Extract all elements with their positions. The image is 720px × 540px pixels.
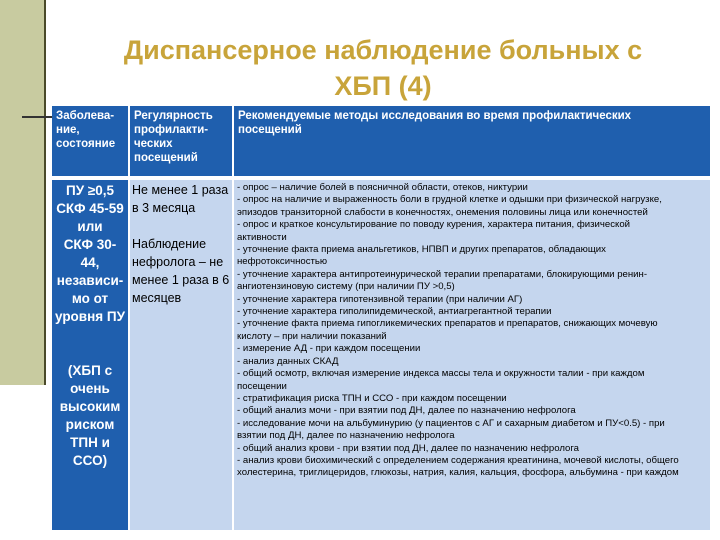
slide-title-line-1: Диспансерное наблюдение больных с <box>123 35 643 65</box>
methods-line: - измерение АД - при каждом посещении <box>237 343 421 355</box>
header-condition: Заболева- ние, состояние <box>52 106 130 176</box>
methods-line: - исследование мочи на альбуминурию (у пациентов с АГ и сахарным диабетом и ПУ<0.5) - при <box>237 417 665 429</box>
methods-line: ангиотензиновую систему (при наличии ПУ >0,5) <box>237 281 455 293</box>
methods-line: - уточнение характера антипротеинурической терапии препаратами, блокирующими ренин- <box>237 268 648 280</box>
methods-line: кислоту – при наличии показаний <box>237 330 387 342</box>
methods-line: - уточнение факта приема анальгетиков, НПВП и других препаратов, обладающих <box>237 244 606 256</box>
header-frequency: Регулярность профилакти- ческих посещений <box>130 106 234 176</box>
methods-line: - опрос – наличие болей в поясничной области, отеков, никтурии <box>237 182 528 193</box>
slide-title <box>46 32 720 104</box>
methods-line: нефротоксичностью <box>237 256 328 268</box>
methods-line: - анализ крови биохимический с определением содержания креатинина, мочевой кислоты, общего <box>237 454 679 466</box>
left-decor-band <box>0 0 45 385</box>
header-methods: Рекомендуемые методы исследования во время профилактических посещений <box>234 106 710 176</box>
methods-line: активности <box>237 231 287 243</box>
methods-line: - общий осмотр, включая измерение индекса массы тела и окружности талии - при каждом <box>237 368 645 380</box>
methods-line: холестерина, триглицеридов, глюкозы, натрия, калия, кальция, фосфора, альбумина - при каждом <box>237 467 679 479</box>
frequency-cell: Не менее 1 раза в 3 месяца Наблюдение нефролога – не менее 1 раза в 6 месяцев <box>130 180 232 530</box>
decor-dash <box>22 116 52 118</box>
methods-line: - опрос и краткое консультирование по поводу курения, характера питания, физической <box>237 219 631 231</box>
methods-cell <box>234 180 710 530</box>
methods-line: - уточнение факта приема гипогликемических препаратов и препаратов, снижающих мочевую <box>237 318 658 330</box>
methods-line: - уточнение характера гиполипидемической, антиагрегантной терапии <box>237 306 552 318</box>
methods-line: - уточнение характера гипотензивной терапии (при наличии АГ) <box>237 293 523 305</box>
methods-line: эпизодов транзиторной слабости в конечностях, онемения половины лица или конечностей <box>237 206 648 218</box>
methods-line: - общий анализ крови - при взятии под ДН, далее по назначению нефролога <box>237 442 579 454</box>
methods-line: - стратификация риска ТПН и ССО - при каждом посещении <box>237 392 507 404</box>
methods-line: - опрос на наличие и выраженность боли в грудной клетке и одышки при физической нагрузке, <box>237 194 662 206</box>
methods-line: взятии под ДН, далее по назначению нефролога <box>237 430 455 442</box>
methods-line: - общий анализ мочи - при взятии под ДН, далее по назначению нефролога <box>237 405 576 417</box>
dispensary-table <box>52 106 710 530</box>
methods-line: посещении <box>237 380 287 392</box>
condition-cell: ПУ ≥0,5 СКФ 45-59 или СКФ 30- 44, независи- мо от уровня ПУ (ХБП с очень высоким риском ТПН и ССО) <box>52 180 128 530</box>
methods-line: - анализ данных СКАД <box>237 355 339 367</box>
slide-title-line-2: ХБП (4) <box>334 71 432 101</box>
